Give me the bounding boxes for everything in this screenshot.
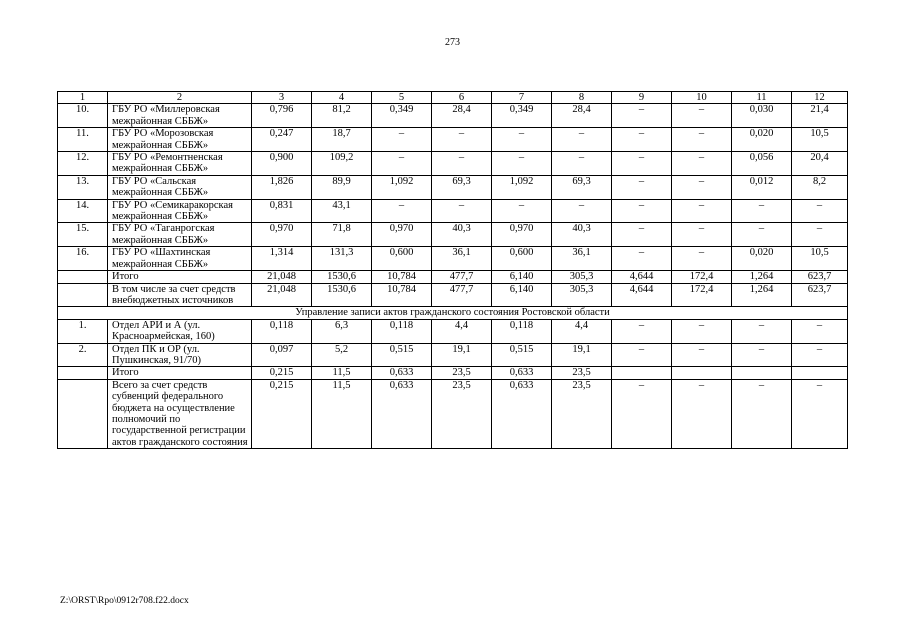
cell-value: 1,092 — [372, 175, 432, 199]
cell-value: 477,7 — [432, 283, 492, 307]
cell-value: – — [372, 199, 432, 223]
cell-value: 0,020 — [732, 128, 792, 152]
row-number: 13. — [58, 175, 108, 199]
cell-value: – — [552, 152, 612, 176]
cell-value: – — [732, 223, 792, 247]
cell-value: 0,118 — [252, 319, 312, 343]
section-title: Управление записи актов гражданского состояния Ростовской области — [58, 307, 848, 319]
cell-value: – — [732, 343, 792, 367]
column-header: 12 — [792, 92, 848, 104]
cell-value: – — [672, 223, 732, 247]
cell-value: 0,970 — [492, 223, 552, 247]
cell-value: – — [612, 343, 672, 367]
table-row — [58, 128, 848, 152]
cell-value: 0,056 — [732, 152, 792, 176]
row-number — [58, 379, 108, 448]
table-row — [58, 152, 848, 176]
cell-value: 1,826 — [252, 175, 312, 199]
table-row — [58, 199, 848, 223]
cell-value: 40,3 — [552, 223, 612, 247]
cell-value: 131,3 — [312, 247, 372, 271]
row-number: 14. — [58, 199, 108, 223]
cell-value: – — [612, 152, 672, 176]
cell-value: – — [492, 199, 552, 223]
row-number: 15. — [58, 223, 108, 247]
table-row — [58, 175, 848, 199]
cell-value: 10,784 — [372, 283, 432, 307]
cell-value: 6,3 — [312, 319, 372, 343]
cell-value: 0,097 — [252, 343, 312, 367]
footer-file-path: Z:\ORST\Rpo\0912r708.f22.docx — [60, 596, 189, 606]
cell-value: 6,140 — [492, 283, 552, 307]
cell-value: – — [792, 319, 848, 343]
row-name: Итого — [108, 271, 252, 283]
cell-value: 20,4 — [792, 152, 848, 176]
cell-value: 1,092 — [492, 175, 552, 199]
cell-value: – — [792, 379, 848, 448]
cell-value: 71,8 — [312, 223, 372, 247]
cell-value: 477,7 — [432, 271, 492, 283]
table-row — [58, 367, 848, 379]
cell-value — [732, 367, 792, 379]
cell-value: 4,4 — [432, 319, 492, 343]
cell-value: 10,5 — [792, 128, 848, 152]
cell-value: 0,012 — [732, 175, 792, 199]
cell-value: – — [432, 128, 492, 152]
cell-value: 81,2 — [312, 104, 372, 128]
cell-value: 1,264 — [732, 271, 792, 283]
cell-value: 0,633 — [372, 367, 432, 379]
cell-value: – — [612, 223, 672, 247]
cell-value: 0,020 — [732, 247, 792, 271]
row-name: ГБУ РО «Морозовская межрайонная СББЖ» — [108, 128, 252, 152]
column-header: 11 — [732, 92, 792, 104]
cell-value: – — [672, 152, 732, 176]
cell-value: 0,633 — [492, 367, 552, 379]
cell-value: 0,633 — [372, 379, 432, 448]
cell-value: 69,3 — [432, 175, 492, 199]
column-header: 1 — [58, 92, 108, 104]
cell-value: 0,600 — [372, 247, 432, 271]
cell-value: 23,5 — [552, 367, 612, 379]
table-row — [58, 283, 848, 307]
cell-value: 0,030 — [732, 104, 792, 128]
cell-value: – — [612, 199, 672, 223]
cell-value: 4,644 — [612, 271, 672, 283]
cell-value: 36,1 — [552, 247, 612, 271]
cell-value: 10,784 — [372, 271, 432, 283]
table-row — [58, 343, 848, 367]
cell-value: – — [672, 104, 732, 128]
row-name: ГБУ РО «Шахтинская межрайонная СББЖ» — [108, 247, 252, 271]
cell-value: 43,1 — [312, 199, 372, 223]
cell-value: 23,5 — [552, 379, 612, 448]
cell-value: – — [552, 128, 612, 152]
table-header-row — [58, 92, 848, 104]
cell-value: 11,5 — [312, 367, 372, 379]
cell-value: 305,3 — [552, 271, 612, 283]
row-number: 2. — [58, 343, 108, 367]
table-row — [58, 223, 848, 247]
cell-value: 172,4 — [672, 271, 732, 283]
cell-value: 18,7 — [312, 128, 372, 152]
row-number: 12. — [58, 152, 108, 176]
cell-value: 21,048 — [252, 271, 312, 283]
row-number: 16. — [58, 247, 108, 271]
cell-value: – — [612, 128, 672, 152]
cell-value: – — [672, 199, 732, 223]
cell-value: 0,247 — [252, 128, 312, 152]
cell-value: 0,515 — [372, 343, 432, 367]
cell-value: – — [612, 104, 672, 128]
cell-value: – — [492, 128, 552, 152]
cell-value: 23,5 — [432, 379, 492, 448]
cell-value: 21,048 — [252, 283, 312, 307]
cell-value: 6,140 — [492, 271, 552, 283]
cell-value: – — [672, 247, 732, 271]
cell-value: – — [612, 247, 672, 271]
cell-value: 89,9 — [312, 175, 372, 199]
cell-value: 4,644 — [612, 283, 672, 307]
cell-value: 1,314 — [252, 247, 312, 271]
cell-value: – — [372, 128, 432, 152]
cell-value: 0,118 — [372, 319, 432, 343]
cell-value: – — [672, 343, 732, 367]
cell-value: – — [732, 199, 792, 223]
row-number — [58, 367, 108, 379]
cell-value: 0,831 — [252, 199, 312, 223]
row-name: Отдел ПК и ОР (ул. Пушкинская, 91/70) — [108, 343, 252, 367]
cell-value: 305,3 — [552, 283, 612, 307]
column-header: 3 — [252, 92, 312, 104]
cell-value: 623,7 — [792, 271, 848, 283]
table-row — [58, 104, 848, 128]
cell-value: 21,4 — [792, 104, 848, 128]
table-row — [58, 271, 848, 283]
column-header: 8 — [552, 92, 612, 104]
cell-value: – — [612, 319, 672, 343]
cell-value: 623,7 — [792, 283, 848, 307]
cell-value: – — [372, 152, 432, 176]
cell-value: 19,1 — [552, 343, 612, 367]
row-name: Отдел АРИ и А (ул. Красноармейская, 160) — [108, 319, 252, 343]
cell-value: 0,215 — [252, 379, 312, 448]
cell-value — [612, 367, 672, 379]
column-header: 5 — [372, 92, 432, 104]
cell-value: 28,4 — [552, 104, 612, 128]
cell-value: 1530,6 — [312, 283, 372, 307]
cell-value: – — [792, 223, 848, 247]
table-row — [58, 379, 848, 448]
cell-value: 8,2 — [792, 175, 848, 199]
cell-value: 1,264 — [732, 283, 792, 307]
cell-value: – — [792, 199, 848, 223]
cell-value: – — [672, 319, 732, 343]
cell-value: – — [672, 128, 732, 152]
cell-value: 0,215 — [252, 367, 312, 379]
cell-value: 5,2 — [312, 343, 372, 367]
row-number — [58, 283, 108, 307]
cell-value: 4,4 — [552, 319, 612, 343]
cell-value: 23,5 — [432, 367, 492, 379]
row-name: В том числе за счет средств внебюджетных источников — [108, 283, 252, 307]
cell-value: – — [792, 343, 848, 367]
cell-value: 0,970 — [372, 223, 432, 247]
cell-value: – — [432, 199, 492, 223]
cell-value: 0,515 — [492, 343, 552, 367]
cell-value: – — [732, 379, 792, 448]
column-header: 7 — [492, 92, 552, 104]
column-header: 6 — [432, 92, 492, 104]
cell-value: – — [552, 199, 612, 223]
column-header: 2 — [108, 92, 252, 104]
cell-value: 69,3 — [552, 175, 612, 199]
cell-value: – — [432, 152, 492, 176]
row-number — [58, 271, 108, 283]
row-name: ГБУ РО «Таганрогская межрайонная СББЖ» — [108, 223, 252, 247]
column-header: 10 — [672, 92, 732, 104]
cell-value: – — [612, 379, 672, 448]
cell-value: 172,4 — [672, 283, 732, 307]
section-header-row — [58, 307, 848, 319]
page-number: 273 — [445, 37, 460, 48]
data-table — [57, 91, 848, 449]
cell-value: 0,796 — [252, 104, 312, 128]
row-name: Итого — [108, 367, 252, 379]
cell-value: 28,4 — [432, 104, 492, 128]
cell-value: 1530,6 — [312, 271, 372, 283]
row-name: ГБУ РО «Семикаракорская межрайонная СББЖ» — [108, 199, 252, 223]
cell-value: 11,5 — [312, 379, 372, 448]
cell-value: 0,349 — [492, 104, 552, 128]
cell-value: 40,3 — [432, 223, 492, 247]
row-name: Всего за счет средств субвенций федерального бюджета на осуществление полномочий по государственной регистрации актов гражданского состояния — [108, 379, 252, 448]
cell-value: 0,900 — [252, 152, 312, 176]
cell-value: – — [672, 175, 732, 199]
cell-value: 0,118 — [492, 319, 552, 343]
cell-value — [792, 367, 848, 379]
column-header: 4 — [312, 92, 372, 104]
cell-value: – — [612, 175, 672, 199]
cell-value: 0,970 — [252, 223, 312, 247]
cell-value: 0,633 — [492, 379, 552, 448]
cell-value — [672, 367, 732, 379]
row-name: ГБУ РО «Сальская межрайонная СББЖ» — [108, 175, 252, 199]
cell-value: 0,349 — [372, 104, 432, 128]
cell-value: 109,2 — [312, 152, 372, 176]
table-row — [58, 319, 848, 343]
cell-value: – — [732, 319, 792, 343]
cell-value: 0,600 — [492, 247, 552, 271]
row-number: 10. — [58, 104, 108, 128]
row-number: 1. — [58, 319, 108, 343]
row-number: 11. — [58, 128, 108, 152]
row-name: ГБУ РО «Миллеровская межрайонная СББЖ» — [108, 104, 252, 128]
row-name: ГБУ РО «Ремонтненская межрайонная СББЖ» — [108, 152, 252, 176]
cell-value: – — [672, 379, 732, 448]
column-header: 9 — [612, 92, 672, 104]
cell-value: 36,1 — [432, 247, 492, 271]
cell-value: 19,1 — [432, 343, 492, 367]
cell-value: – — [492, 152, 552, 176]
cell-value: 10,5 — [792, 247, 848, 271]
table-row — [58, 247, 848, 271]
